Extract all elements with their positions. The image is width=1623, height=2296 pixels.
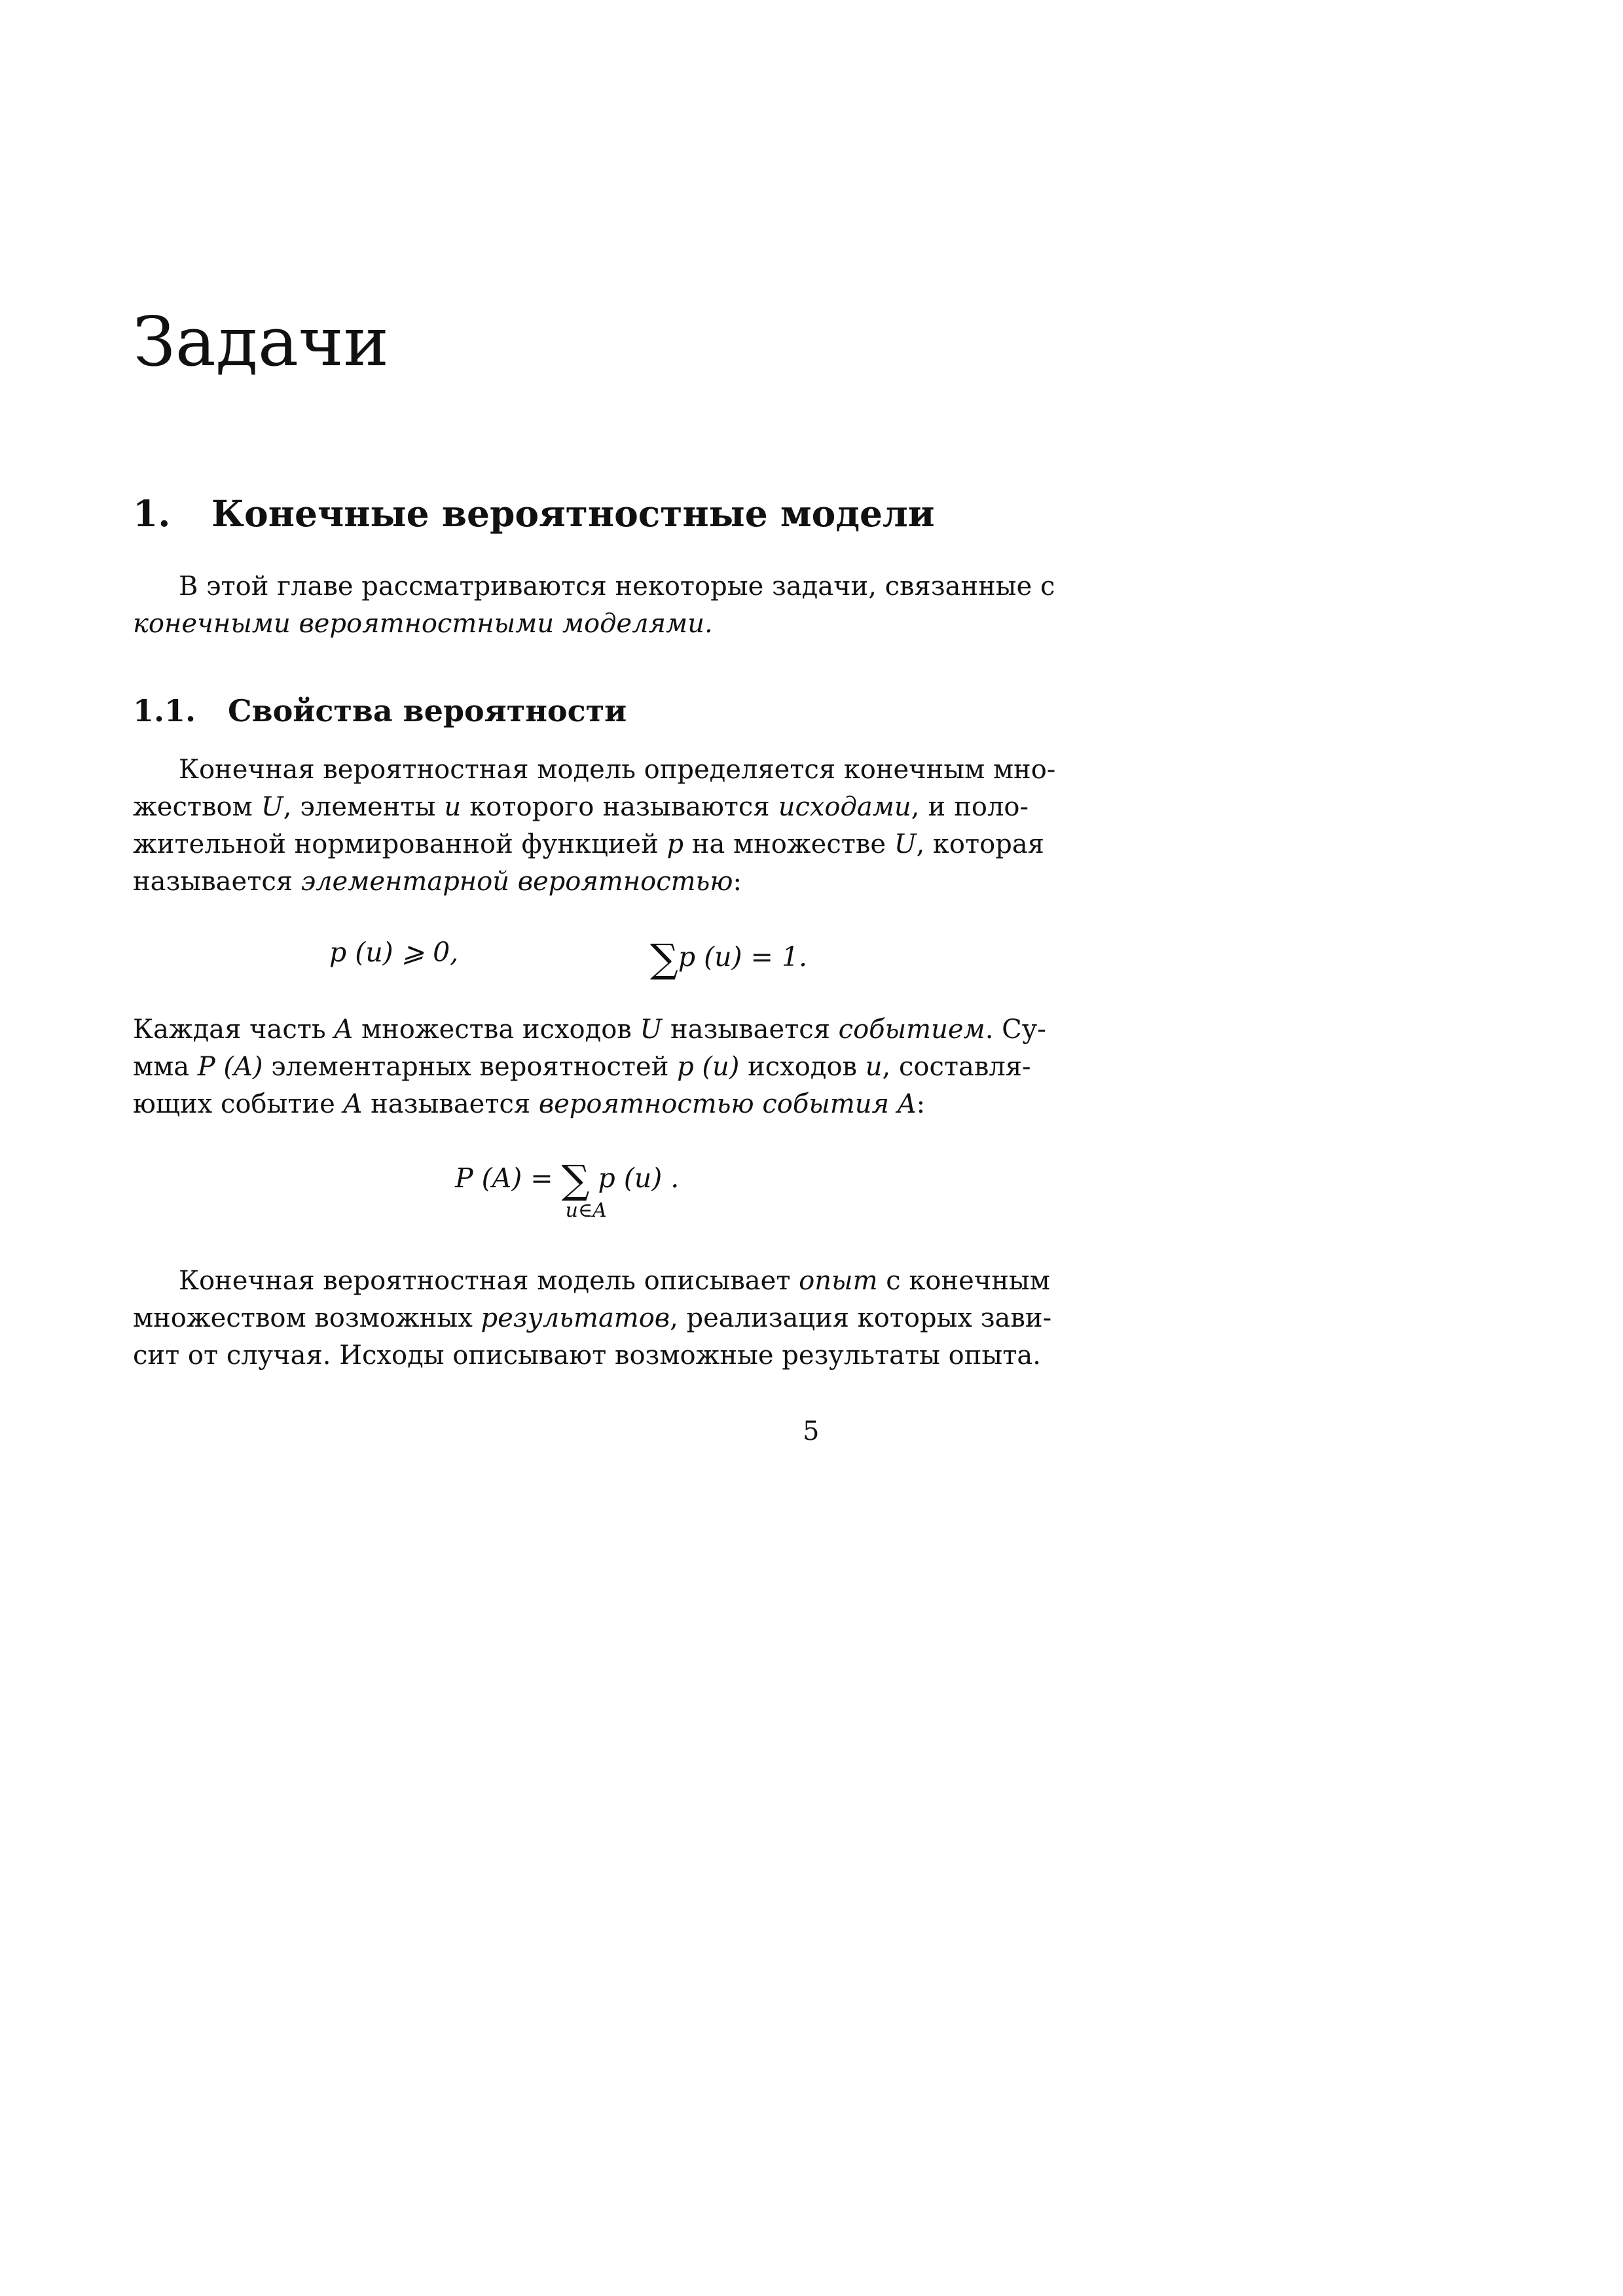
text-line (133, 826, 1044, 863)
text-run: , составля- (882, 1052, 1031, 1082)
text-run: которого называются (461, 792, 778, 822)
text-run: множества исходов (353, 1014, 640, 1045)
formula-nonnegativity: p (u) ⩾ 0, (329, 937, 459, 968)
sum-symbol: ∑ (650, 936, 678, 982)
text-line (133, 1049, 1029, 1086)
emphasis: вероятностью события (538, 1089, 898, 1119)
text-run: : (916, 1089, 926, 1119)
text-run: , элементы (283, 792, 445, 822)
text-line (133, 1086, 1029, 1123)
text-run: множеством возможных (133, 1303, 481, 1333)
event-paragraph (133, 1011, 1046, 1123)
text-run: Каждая часть (133, 1014, 335, 1045)
text-line (133, 1263, 1050, 1300)
emphasis: событием (838, 1014, 985, 1045)
text-run: ющих событие (133, 1089, 344, 1119)
math-symbol: u (444, 792, 462, 822)
text-run: Конечная вероятностная модель описывает (179, 1266, 799, 1296)
text-run: называется (662, 1014, 839, 1045)
emphasis: исходами (778, 792, 911, 822)
text-line (133, 605, 1029, 643)
text-run: с конечным (877, 1266, 1050, 1296)
math-symbol: u (865, 1052, 883, 1082)
section-number: 1. (133, 492, 171, 535)
text-run: жеством (133, 792, 261, 822)
section-heading (133, 492, 935, 535)
text-run: , которая (916, 829, 1044, 859)
formula-normalization (650, 936, 808, 982)
text-run: на множестве (684, 829, 894, 859)
text-run: называется (362, 1089, 539, 1119)
definition-paragraph (133, 751, 1056, 901)
text-run: , реализация которых зави- (670, 1303, 1052, 1333)
text-line (133, 789, 1029, 826)
experiment-paragraph (133, 1263, 1052, 1374)
text-run: мма (133, 1052, 198, 1082)
formula-rhs: p (u) = 1. (678, 941, 808, 973)
subsection-number: 1.1. (133, 693, 196, 728)
subsection-title: Свойства вероятности (228, 693, 627, 728)
intro-paragraph (133, 568, 1055, 643)
sum-subscript: u∈A (565, 1199, 607, 1222)
emphasis: опыт (799, 1266, 878, 1296)
text-run: называется (133, 867, 301, 897)
sum-group (561, 1157, 607, 1222)
math-symbol: A (897, 1089, 917, 1119)
math-symbol: p (666, 829, 684, 859)
math-symbol: U (894, 829, 917, 859)
text-run: . Су- (985, 1014, 1046, 1045)
text-line (133, 863, 1029, 901)
emphasis: конечными вероятностными моделями. (133, 609, 713, 639)
formula-lhs: P (A) = (455, 1162, 553, 1194)
math-symbol: p (u) (677, 1052, 740, 1082)
text-run: исходов (739, 1052, 866, 1082)
text-run: элементарных вероятностей (263, 1052, 678, 1082)
math-symbol: U (261, 792, 283, 822)
text-run: , и поло- (911, 792, 1029, 822)
formula-event-probability (455, 1157, 680, 1222)
text-run: жительной нормированной функцией (133, 829, 667, 859)
math-symbol: U (640, 1014, 663, 1045)
sum-symbol: ∑ (561, 1157, 590, 1203)
formula-rhs: p (u) . (598, 1162, 680, 1194)
math-symbol: P (A) (197, 1052, 263, 1082)
text-line: сит от случая. Исходы описывают возможные результаты опыта. (133, 1340, 1041, 1371)
page-number: 5 (803, 1416, 820, 1446)
text-line: В этой главе рассматриваются некоторые задачи, связанные с (179, 571, 1055, 601)
subsection-heading (133, 693, 627, 728)
math-symbol: A (343, 1089, 363, 1119)
text-line: Конечная вероятностная модель определяется конечным мно- (179, 755, 1056, 785)
emphasis: результатов (481, 1303, 670, 1333)
text-run: : (733, 867, 742, 897)
text-line (133, 1011, 1046, 1049)
text-line (133, 1300, 1052, 1337)
chapter-title: Задачи (133, 302, 389, 382)
section-title: Конечные вероятностные модели (211, 492, 935, 535)
emphasis: элементарной вероятностью (301, 867, 733, 897)
math-symbol: A (334, 1014, 354, 1045)
